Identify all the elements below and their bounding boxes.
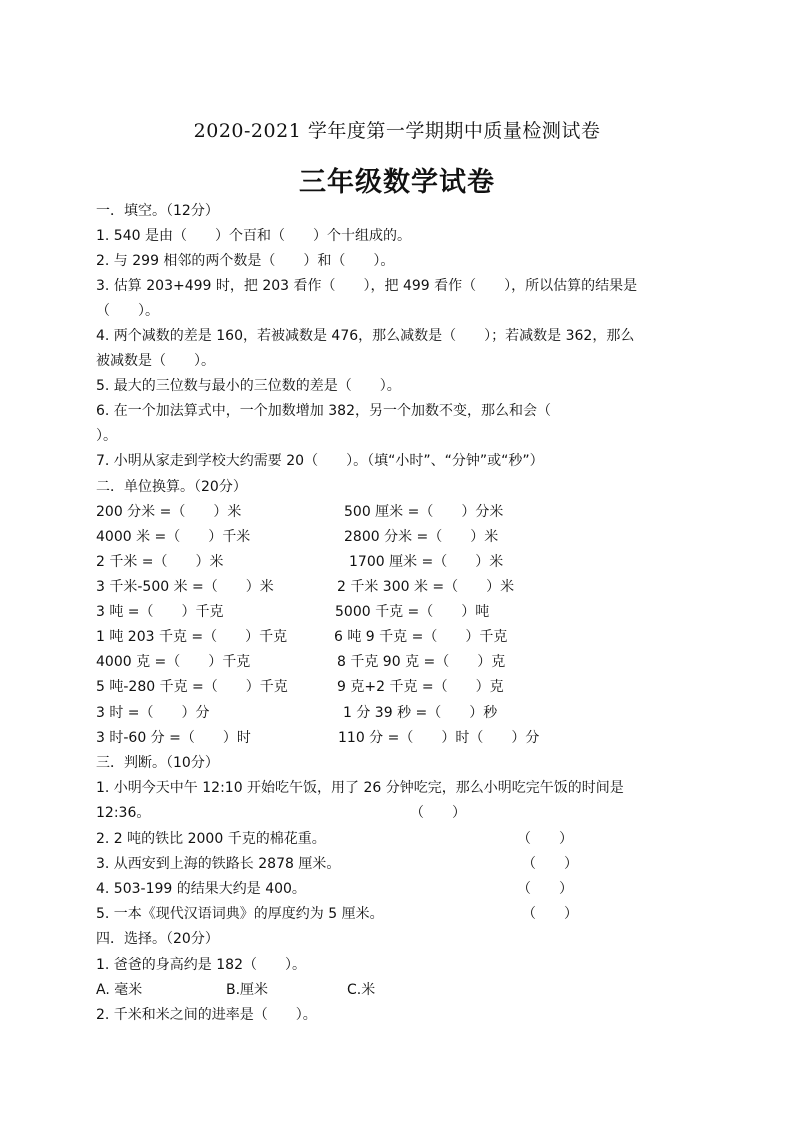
s3-question-1-line1: 1. 小明今天中午 12:10 开始吃午饭，用了 26 分钟吃完，那么小明吃完午饭的时间是 [96, 780, 624, 796]
s4-question-1: 1. 爸爸的身高约是 182（ ）。 [96, 957, 306, 973]
s1-question-4-line1: 4. 两个减数的差是 160，若被减数是 476，那么减数是（ ）；若减数是 362，那么 [96, 328, 635, 344]
s1-question-3-line1: 3. 估算 203+499 时，把 203 看作（ ），把 499 看作（ ），所以估算的结果是 [96, 278, 638, 294]
answer-parentheses[interactable]: （ ） [522, 856, 578, 872]
s1-question-4-line2: 被减数是（ ）。 [96, 353, 215, 369]
conversion-right: 1700 厘米 =（ ）米 [349, 554, 504, 570]
exam-title: 2020-2021 学年度第一学期期中质量检测试卷 [193, 120, 601, 142]
conversion-left: 3 时-60 分 =（ ）时 [96, 730, 251, 746]
section2-heading: 二．单位换算。（20分） [96, 479, 247, 495]
conversion-right: 1 分 39 秒 =（ ）秒 [343, 705, 498, 721]
s1-question-7: 7. 小明从家走到学校大约需要 20（ ）。（填“小时”、“分钟”或“秒”） [96, 453, 544, 469]
s1-question-5: 5. 最大的三位数与最小的三位数的差是（ ）。 [96, 378, 401, 394]
s3-question-2: 2. 2 吨的铁比 2000 千克的棉花重。 [96, 831, 326, 847]
s3-question-4: 4. 503-199 的结果大约是 400。 [96, 881, 306, 897]
conversion-right: 9 克+2 千克 =（ ）克 [337, 679, 504, 695]
answer-parentheses[interactable]: （ ） [522, 906, 578, 922]
s1-question-2: 2. 与 299 相邻的两个数是（ ）和（ ）。 [96, 253, 395, 269]
conversion-left: 1 吨 203 千克 =（ ）千克 [96, 629, 288, 645]
conversion-left: 4000 米 =（ ）千米 [96, 529, 251, 545]
conversion-right: 500 厘米 =（ ）分米 [344, 504, 504, 520]
conversion-right: 5000 千克 =（ ）吨 [335, 604, 490, 620]
s4-option-c[interactable]: C.米 [347, 982, 376, 998]
answer-parentheses[interactable]: （ ） [517, 881, 573, 897]
s1-question-1: 1. 540 是由（ ）个百和（ ）个十组成的。 [96, 228, 411, 244]
answer-parentheses[interactable]: （ ） [517, 831, 573, 847]
s4-option-b[interactable]: B.厘米 [226, 982, 269, 998]
answer-parentheses[interactable]: （ ） [410, 805, 466, 821]
s1-question-6-line1: 6. 在一个加法算式中，一个加数增加 382，另一个加数不变，那么和会（ [96, 403, 551, 419]
conversion-left: 5 吨-280 千克 =（ ）千克 [96, 679, 288, 695]
conversion-left: 200 分米 =（ ）米 [96, 504, 242, 520]
s4-option-a[interactable]: A. 毫米 [96, 982, 143, 998]
exam-subtitle: 三年级数学试卷 [299, 167, 495, 198]
s1-question-3-line2: （ ）。 [96, 303, 159, 319]
conversion-right: 6 吨 9 千克 =（ ）千克 [334, 629, 508, 645]
conversion-left: 2 千米 =（ ）米 [96, 554, 224, 570]
section4-heading: 四．选择。（20分） [96, 931, 219, 947]
conversion-right: 2 千米 300 米 =（ ）米 [337, 579, 515, 595]
conversion-left: 3 吨 =（ ）千克 [96, 604, 224, 620]
conversion-right: 110 分 =（ ）时（ ）分 [338, 730, 540, 746]
conversion-left: 4000 克 =（ ）千克 [96, 654, 251, 670]
s3-question-1-line2: 12:36。 [96, 805, 151, 821]
conversion-left: 3 时 =（ ）分 [96, 705, 210, 721]
section3-heading: 三．判断。（10分） [96, 755, 219, 771]
s3-question-5: 5. 一本《现代汉语词典》的厚度约为 5 厘米。 [96, 906, 384, 922]
s4-question-2: 2. 千米和米之间的进率是（ ）。 [96, 1007, 317, 1023]
s1-question-6-line2: ）。 [96, 428, 117, 444]
s3-question-3: 3. 从西安到上海的铁路长 2878 厘米。 [96, 856, 341, 872]
conversion-right: 8 千克 90 克 =（ ）克 [337, 654, 506, 670]
conversion-right: 2800 分米 =（ ）米 [344, 529, 499, 545]
section1-heading: 一．填空。（12分） [96, 203, 219, 219]
conversion-left: 3 千米-500 米 =（ ）米 [96, 579, 274, 595]
